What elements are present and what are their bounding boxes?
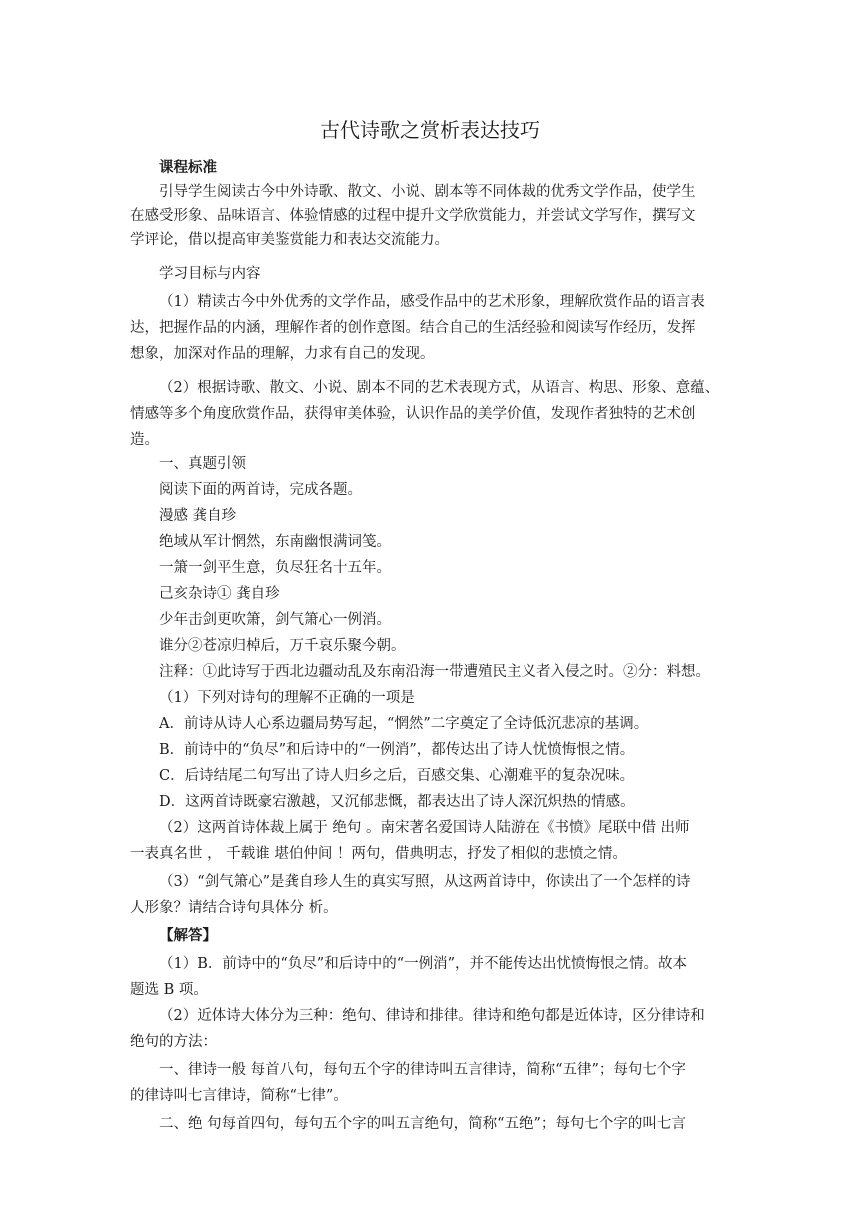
text-line: 人形象？请结合诗句具体分 析。 xyxy=(130,900,338,916)
text-line: 想象，加深对作品的理解，力求有自己的发现。 xyxy=(130,346,435,362)
text-line: 注释：①此诗写于西北边疆动乱及东南沿海一带遭殖民主义者入侵之时。②分：料想。 xyxy=(159,664,710,680)
text-line: （1）B．前诗中的“负尽”和后诗中的“一例消”，并不能传达出忧愤悔恨之情。故本 xyxy=(159,956,688,972)
text-line: 的律诗叫七言律诗，简称“七律”。 xyxy=(130,1088,348,1104)
text-line: D．这两首诗既豪宕激越，又沉郁悲慨，都表达出了诗人深沉炽热的情感。 xyxy=(159,794,635,810)
text-line: 阅读下面的两首诗，完成各题。 xyxy=(159,482,362,498)
document-title: 古代诗歌之赏析表达技巧 xyxy=(320,118,540,142)
text-line: （2）这两首诗体裁上属于 绝句 。南宋著名爱国诗人陆游在《书愤》尾联中借 出师 xyxy=(159,820,690,836)
text-line: B．前诗中的“负尽”和后诗中的“一例消”，都传达出了诗人忧愤悔恨之情。 xyxy=(159,742,635,758)
text-line: 绝句的方法： xyxy=(130,1034,217,1050)
text-line: 在感受形象、品味语言、体验情感的过程中提升文学欣赏能力，并尝试文学写作，撰写文 xyxy=(130,208,696,224)
text-line: 学习目标与内容 xyxy=(159,266,261,282)
text-line: 一、律诗一般 每首八句，每句五个字的律诗叫五言律诗，简称“五律”；每句七个字 xyxy=(159,1062,686,1078)
text-line: 【解答】 xyxy=(159,927,217,944)
text-line: 漫感 龚自珍 xyxy=(159,508,237,524)
text-line: （2）近体诗大体分为三种：绝句、律诗和排律。律诗和绝句都是近体诗，区分律诗和 xyxy=(159,1008,705,1024)
text-line: 谁分②苍凉归棹后，万千哀乐聚今朝。 xyxy=(159,638,406,654)
text-line: （1）精读古今中外优秀的文学作品，感受作品中的艺术形象，理解欣赏作品的语言表 xyxy=(159,294,705,310)
text-line: 绝域从军计惘然，东南幽恨满词笺。 xyxy=(159,534,391,550)
text-line: 少年击剑更吹箫，剑气箫心一例消。 xyxy=(159,612,391,628)
text-line: 达，把握作品的内涵，理解作者的创作意图。结合自己的生活经验和阅读写作经历，发挥 xyxy=(130,320,696,336)
text-line: 一、真题引领 xyxy=(159,456,246,472)
text-line: 引导学生阅读古今中外诗歌、散文、小说、剧本等不同体裁的优秀文学作品，使学生 xyxy=(159,184,696,200)
text-line: （3）“剑气箫心”是龚自珍人生的真实写照，从这两首诗中，你读出了一个怎样的诗 xyxy=(159,874,691,890)
text-line: 造。 xyxy=(130,432,159,448)
text-line: 课程标准 xyxy=(159,159,217,176)
text-line: 一表真名世 ， 千载谁 堪伯仲间 ！两句，借典明志，抒发了相似的悲愤之情。 xyxy=(130,846,627,862)
text-line: 题选 B 项。 xyxy=(130,982,208,998)
text-line: A．前诗从诗人心系边疆局势写起，“惘然”二字奠定了全诗低沉悲凉的基调。 xyxy=(159,716,649,732)
text-line: 学评论，借以提高审美鉴赏能力和表达交流能力。 xyxy=(130,232,449,248)
text-line: 己亥杂诗① 龚自珍 xyxy=(159,586,280,602)
text-line: 一箫一剑平生意，负尽狂名十五年。 xyxy=(159,560,391,576)
text-line: （1）下列对诗句的理解不正确的一项是 xyxy=(159,690,415,706)
text-line: 二、绝 句每首四句，每句五个字的叫五言绝句，简称“五绝”；每句七个字的叫七言 xyxy=(159,1116,686,1132)
text-line: （2）根据诗歌、散文、小说、剧本不同的艺术表现方式，从语言、构思、形象、意蕴、 xyxy=(159,380,720,396)
text-line: 情感等多个角度欣赏作品，获得审美体验，认识作品的美学价值，发现作者独特的艺术创 xyxy=(130,406,696,422)
text-line: C．后诗结尾二句写出了诗人归乡之后，百感交集、心潮难平的复杂况味。 xyxy=(159,768,635,784)
